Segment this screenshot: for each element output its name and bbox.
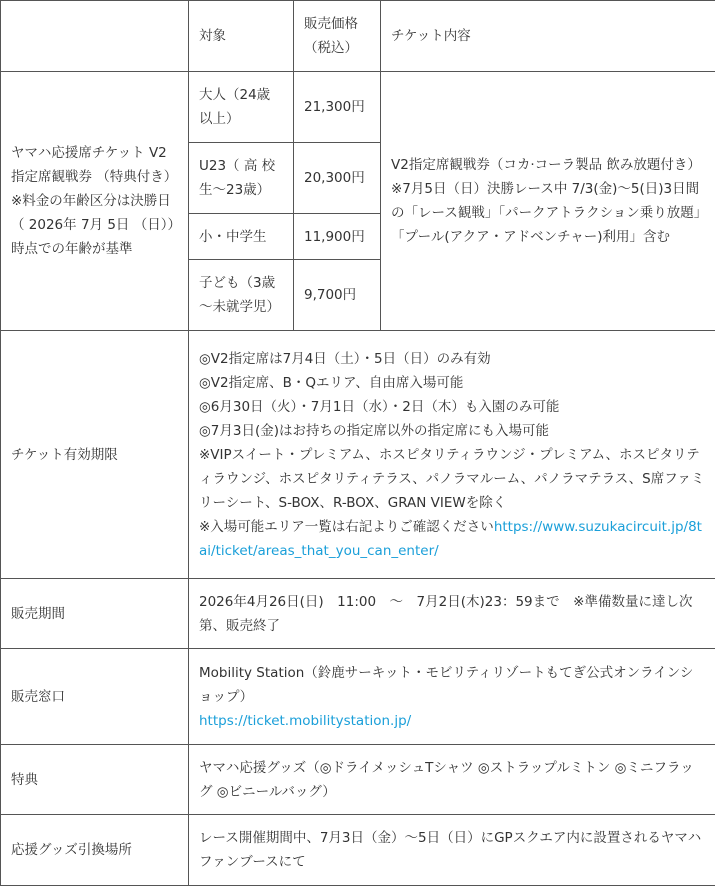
header-content: チケット内容 — [381, 1, 715, 72]
validity-line: ◎7月3日(金)はお持ちの指定席以外の指定席にも入場可能 — [199, 422, 549, 439]
sales-window-content — [189, 649, 715, 745]
validity-line: ※VIPスイート・プレミアム、ホスピタリティラウンジ・プレミアム、ホスピタリティラウンジ、ホスピタリティテラス、パノラマルーム、パノラマテラス、S席ファミリーシート、S-BOX、R-BOX、GRAN VIEWを除く — [199, 446, 705, 511]
validity-row — [1, 331, 715, 579]
validity-line: ◎6月30日（火）・7月1日（水）・2日（木）も入園のみ可能 — [199, 398, 560, 415]
ticket-content: V2指定席観戦券（コカ·コーラ製品 飲み放題付き） ※7月5日（日）決勝レース中 7/3(金)～5(日)3日間の「レース観戦」「パークアトラクション乗り放題」「プール(アクア・アドベンチャー)利用」含む — [381, 72, 715, 331]
category-label: U23（ 高 校 生～23歳） — [189, 143, 294, 214]
validity-line: ◎V2指定席、B・Qエリア、自由席入場可能 — [199, 374, 464, 391]
validity-content — [189, 331, 715, 579]
benefit-value: ヤマハ応援グッズ（◎ドライメッシュTシャツ ◎ストラップルミトン ◎ミニフラッグ ◎ビニールバッグ） — [189, 745, 715, 815]
validity-label: チケット有効期限 — [1, 331, 189, 579]
benefit-row — [1, 745, 715, 815]
sales-period-value: 2026年4月26日(日) 11:00 ～ 7月2日(木)23：59まで ※準備数量に達し次第、販売終了 — [189, 579, 715, 649]
category-label: 大人（24歳以上） — [189, 72, 294, 143]
category-price: 11,900円 — [294, 214, 381, 260]
sales-period-label: 販売期間 — [1, 579, 189, 649]
mobility-station-link[interactable]: https://ticket.mobilitystation.jp/ — [199, 712, 412, 729]
sales-window-value: Mobility Station（鈴鹿サーキット・モビリティリゾートもてぎ公式オンラインショップ） — [199, 664, 694, 705]
category-price: 21,300円 — [294, 72, 381, 143]
benefit-label: 特典 — [1, 745, 189, 815]
exchange-label: 応援グッズ引換場所 — [1, 815, 189, 886]
validity-line: ◎V2指定席は7月4日（土）・5日（日）のみ有効 — [199, 350, 491, 367]
exchange-row — [1, 815, 715, 886]
header-price: 販売価格（税込） — [294, 1, 381, 72]
areas-link[interactable]: https://www.suzukacircuit.jp/8tai/ticket/areas_that_you_can_enter/ — [199, 518, 702, 559]
header-target: 対象 — [189, 1, 294, 72]
sales-period-row — [1, 579, 715, 649]
validity-note — [199, 515, 705, 563]
sales-window-label: 販売窓口 — [1, 649, 189, 745]
exchange-value: レース開催期間中、7月3日（金）～5日（日）にGPスクエア内に設置されるヤマハファンブースにて — [189, 815, 715, 886]
sales-window-row — [1, 649, 715, 745]
category-price: 20,300円 — [294, 143, 381, 214]
ticket-row — [1, 72, 715, 143]
category-price: 9,700円 — [294, 260, 381, 331]
category-label: 小・中学生 — [189, 214, 294, 260]
category-label: 子ども（3歳～未就学児） — [189, 260, 294, 331]
validity-note-text: ※入場可能エリア一覧は右記よりご確認ください — [199, 518, 494, 535]
header-blank-cell — [1, 1, 189, 72]
ticket-name: ヤマハ応援席チケット V2指定席観戦券 （特典付き） ※料金の年齢区分は決勝日 （ 2026年 7月 5日 （日））時点での年齢が基準 — [1, 72, 189, 331]
header-row — [1, 1, 715, 72]
